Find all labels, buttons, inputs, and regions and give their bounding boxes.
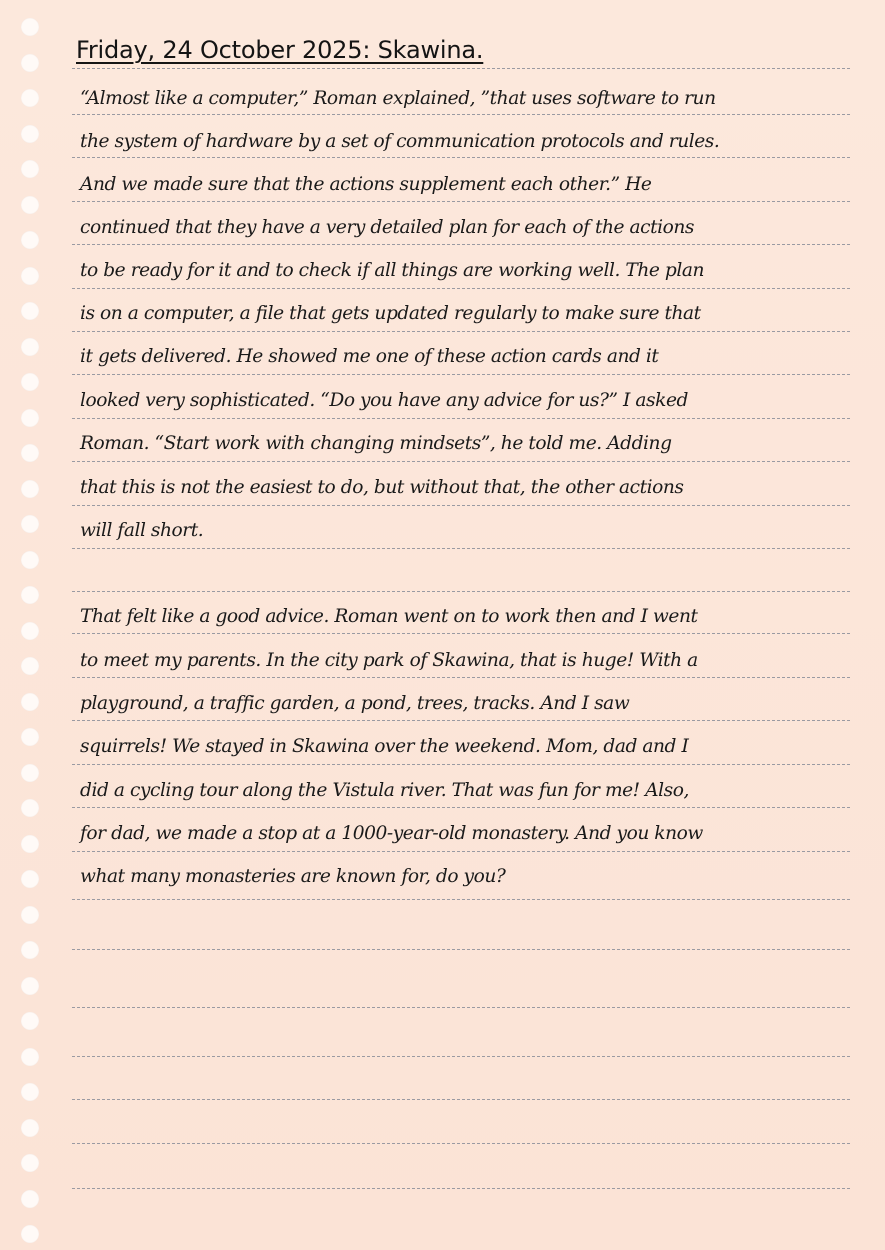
binder-hole [21,54,39,72]
ruled-line [72,1099,850,1100]
ruled-line [72,461,850,462]
binder-hole [21,657,39,675]
ruled-line [72,201,850,202]
ruled-line [72,1188,850,1189]
binder-holes [21,0,41,1250]
ruled-line [72,68,850,69]
ruled-line [72,114,850,115]
text-line: the system of hardware by a set of communication protocols and rules. [80,131,720,152]
binder-hole [21,267,39,285]
binder-hole [21,1154,39,1172]
binder-hole [21,1083,39,1101]
binder-hole [21,515,39,533]
binder-hole [21,764,39,782]
binder-hole [21,622,39,640]
binder-hole [21,906,39,924]
binder-hole [21,444,39,462]
text-line: squirrels! We stayed in Skawina over the weekend. Mom, dad and I [80,736,689,757]
binder-hole [21,1190,39,1208]
text-line: “Almost like a computer,” Roman explained, ”that uses software to run [80,88,716,109]
binder-hole [21,1119,39,1137]
ruled-line [72,591,850,592]
binder-hole [21,728,39,746]
ruled-line [72,1056,850,1057]
binder-hole [21,1048,39,1066]
ruled-line [72,851,850,852]
binder-hole [21,835,39,853]
text-line: what many monasteries are known for, do you? [80,866,506,887]
ruled-line [72,244,850,245]
ruled-line [72,764,850,765]
binder-hole [21,89,39,107]
ruled-line [72,633,850,634]
text-line: to meet my parents. In the city park of Skawina, that is huge! With a [80,650,698,671]
binder-hole [21,941,39,959]
text-line: playground, a traffic garden, a pond, trees, tracks. And I saw [80,693,630,714]
ruled-line [72,288,850,289]
binder-hole [21,799,39,817]
ruled-line [72,374,850,375]
binder-hole [21,18,39,36]
ruled-line [72,548,850,549]
text-line: to be ready for it and to check if all things are working well. The plan [80,260,705,281]
binder-hole [21,373,39,391]
text-line: did a cycling tour along the Vistula river. That was fun for me! Also, [80,780,689,801]
ruled-line [72,720,850,721]
binder-hole [21,231,39,249]
binder-hole [21,693,39,711]
binder-hole [21,1225,39,1243]
ruled-line [72,899,850,900]
text-line: will fall short. [80,520,204,541]
ruled-line [72,1007,850,1008]
binder-hole [21,977,39,995]
text-line: That felt like a good advice. Roman went on to work then and I went [80,606,698,627]
text-line: is on a computer, a file that gets updated regularly to make sure that [80,303,701,324]
ruled-line [72,677,850,678]
binder-hole [21,551,39,569]
ruled-line [72,949,850,950]
binder-hole [21,338,39,356]
ruled-line [72,505,850,506]
text-line: Roman. “Start work with changing mindsets”, he told me. Adding [80,433,672,454]
binder-hole [21,125,39,143]
ruled-line [72,807,850,808]
ruled-line [72,418,850,419]
text-line: looked very sophisticated. “Do you have any advice for us?” I asked [80,390,688,411]
binder-hole [21,409,39,427]
ruled-line [72,1143,850,1144]
page-title: Friday, 24 October 2025: Skawina. [76,36,484,64]
text-line: that this is not the easiest to do, but without that, the other actions [80,477,684,498]
binder-hole [21,870,39,888]
binder-hole [21,480,39,498]
binder-hole [21,586,39,604]
binder-hole [21,1012,39,1030]
text-line: it gets delivered. He showed me one of these action cards and it [80,346,659,367]
text-line: And we made sure that the actions supplement each other.” He [80,174,652,195]
binder-hole [21,302,39,320]
binder-hole [21,160,39,178]
text-line: for dad, we made a stop at a 1000-year-old monastery. And you know [80,823,703,844]
ruled-line [72,331,850,332]
text-line: continued that they have a very detailed plan for each of the actions [80,217,695,238]
binder-hole [21,196,39,214]
ruled-line [72,157,850,158]
